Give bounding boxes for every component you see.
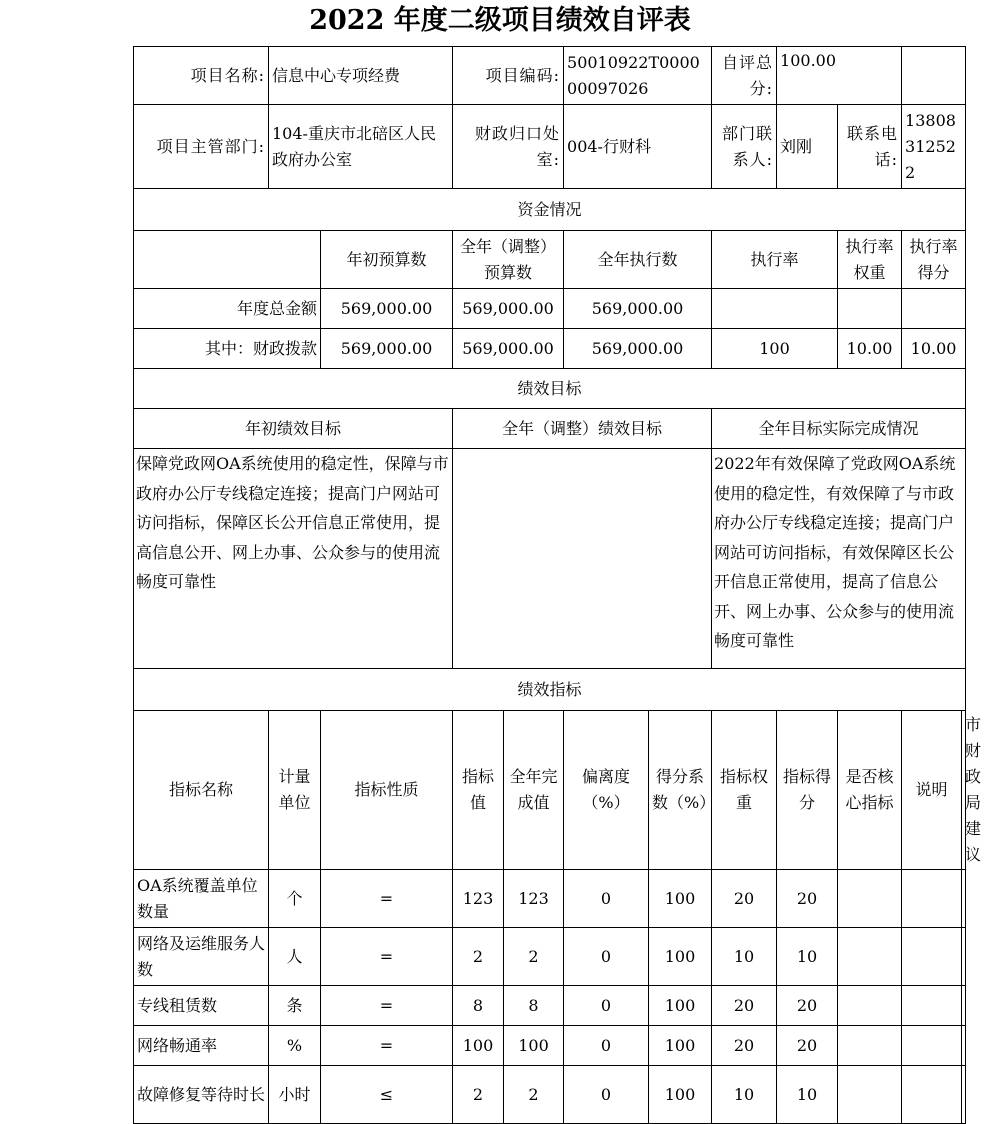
ind-coef: 100 <box>649 928 712 986</box>
project-name-label: 项目名称: <box>134 47 269 105</box>
funds-cell: 10.00 <box>838 329 902 369</box>
ind-name: 网络及运维服务人数 <box>134 928 269 986</box>
ind-nature: ≤ <box>321 1066 453 1124</box>
ind-note <box>902 1066 962 1124</box>
ind-unit: % <box>269 1026 321 1066</box>
ind-coef: 100 <box>649 1066 712 1124</box>
ind-coef: 100 <box>649 1026 712 1066</box>
ind-score: 10 <box>777 928 838 986</box>
finance-label: 财政归口处室: <box>453 105 564 189</box>
ind-core <box>838 1066 902 1124</box>
page-title: 2022 年度二级项目绩效自评表 <box>309 5 691 36</box>
funds-cell: 100 <box>712 329 838 369</box>
funds-cell: 569,000.00 <box>321 329 453 369</box>
ind-core <box>838 1026 902 1066</box>
ind-done: 2 <box>504 928 564 986</box>
funds-header-score: 执行率得分 <box>902 231 966 289</box>
funds-cell: 569,000.00 <box>321 289 453 329</box>
ind-dev: 0 <box>564 1066 649 1124</box>
ind-coef: 100 <box>649 870 712 928</box>
ind-note <box>902 986 962 1026</box>
ind-done: 8 <box>504 986 564 1026</box>
goals-section-title: 绩效目标 <box>134 369 966 409</box>
ind-dev: 0 <box>564 986 649 1026</box>
ind-unit: 条 <box>269 986 321 1026</box>
phone-label: 联系电话: <box>838 105 902 189</box>
ind-header: 指标得分 <box>777 711 838 870</box>
ind-target: 2 <box>453 1066 504 1124</box>
ind-header: 市财政局建议 <box>962 711 966 870</box>
funds-cell: 569,000.00 <box>564 329 712 369</box>
evaluation-table <box>133 46 982 1124</box>
funds-header-rate: 执行率 <box>712 231 838 289</box>
table-row <box>134 1026 966 1066</box>
ind-advice <box>962 1066 966 1124</box>
funds-cell <box>902 289 966 329</box>
dept-label: 项目主管部门: <box>134 105 269 189</box>
funds-cell: 10.00 <box>902 329 966 369</box>
project-code-value: 50010922T000000097026 <box>564 47 712 105</box>
ind-header: 得分系数（%） <box>649 711 712 870</box>
ind-advice <box>962 928 966 986</box>
ind-dev: 0 <box>564 928 649 986</box>
score-value: 100.00 <box>777 47 902 105</box>
ind-weight: 20 <box>712 986 777 1026</box>
ind-weight: 20 <box>712 870 777 928</box>
phone-value: 13808312522 <box>902 105 966 189</box>
ind-score: 20 <box>777 870 838 928</box>
ind-advice <box>962 870 966 928</box>
ind-done: 2 <box>504 1066 564 1124</box>
ind-name: OA系统覆盖单位数量 <box>134 870 269 928</box>
finance-value: 004-行财科 <box>564 105 712 189</box>
ind-header: 指标性质 <box>321 711 453 870</box>
ind-note <box>902 1026 962 1066</box>
ind-core <box>838 928 902 986</box>
ind-header: 是否核心指标 <box>838 711 902 870</box>
funds-cell: 569,000.00 <box>453 289 564 329</box>
ind-name: 网络畅通率 <box>134 1026 269 1066</box>
goals-adjusted-text <box>453 449 712 669</box>
funds-section-title: 资金情况 <box>134 189 966 231</box>
ind-dev: 0 <box>564 1026 649 1066</box>
ind-score: 20 <box>777 1026 838 1066</box>
project-code-label: 项目编码: <box>453 47 564 105</box>
ind-unit: 人 <box>269 928 321 986</box>
ind-done: 123 <box>504 870 564 928</box>
funds-header-weight: 执行率权重 <box>838 231 902 289</box>
ind-header: 偏离度（%） <box>564 711 649 870</box>
project-name-value: 信息中心专项经费 <box>269 47 453 105</box>
ind-header: 指标名称 <box>134 711 269 870</box>
ind-weight: 20 <box>712 1026 777 1066</box>
contact-label: 部门联系人: <box>712 105 777 189</box>
funds-cell: 569,000.00 <box>453 329 564 369</box>
ind-nature: = <box>321 1026 453 1066</box>
ind-header: 计量单位 <box>269 711 321 870</box>
info-blank-cell <box>902 47 966 105</box>
ind-coef: 100 <box>649 986 712 1026</box>
ind-nature: = <box>321 870 453 928</box>
ind-note <box>902 870 962 928</box>
ind-advice <box>962 986 966 1026</box>
funds-header-initial: 年初预算数 <box>321 231 453 289</box>
dept-value: 104-重庆市北碚区人民政府办公室 <box>269 105 453 189</box>
funds-row-label: 其中：财政拨款 <box>134 329 321 369</box>
score-label: 自评总分: <box>712 47 777 105</box>
ind-core <box>838 986 902 1026</box>
funds-header-adjusted: 全年（调整）预算数 <box>453 231 564 289</box>
funds-header-blank <box>134 231 321 289</box>
ind-done: 100 <box>504 1026 564 1066</box>
ind-target: 8 <box>453 986 504 1026</box>
ind-name: 专线租赁数 <box>134 986 269 1026</box>
funds-cell <box>712 289 838 329</box>
indicators-section-title: 绩效指标 <box>134 669 966 711</box>
ind-note <box>902 928 962 986</box>
ind-target: 2 <box>453 928 504 986</box>
ind-weight: 10 <box>712 1066 777 1124</box>
funds-cell <box>838 289 902 329</box>
ind-unit: 个 <box>269 870 321 928</box>
ind-target: 123 <box>453 870 504 928</box>
ind-dev: 0 <box>564 870 649 928</box>
ind-score: 10 <box>777 1066 838 1124</box>
goals-initial-text: 保障党政网OA系统使用的稳定性，保障与市政府办公厅专线稳定连接；提高门户网站可访问指标，保障区长公开信息正常使用，提高信息公开、网上办事、公众参与的使用流畅度可靠性 <box>134 449 453 669</box>
ind-target: 100 <box>453 1026 504 1066</box>
table-row <box>134 986 966 1026</box>
table-row <box>134 928 966 986</box>
contact-value: 刘刚 <box>777 105 838 189</box>
ind-unit: 小时 <box>269 1066 321 1124</box>
ind-header: 指标值 <box>453 711 504 870</box>
goals-header-actual: 全年目标实际完成情况 <box>712 409 966 449</box>
ind-header: 全年完成值 <box>504 711 564 870</box>
funds-cell: 569,000.00 <box>564 289 712 329</box>
goals-header-adjusted: 全年（调整）绩效目标 <box>453 409 712 449</box>
funds-row-label: 年度总金额 <box>134 289 321 329</box>
ind-core <box>838 870 902 928</box>
goals-actual-text: 2022年有效保障了党政网OA系统使用的稳定性，有效保障了与市政府办公厅专线稳定连接；提高门户网站可访问指标，有效保障区长公开信息正常使用，提高了信息公开、网上办事、公众参与的使用流畅度可靠性 <box>712 449 966 669</box>
ind-score: 20 <box>777 986 838 1026</box>
ind-nature: = <box>321 928 453 986</box>
table-row <box>134 1066 966 1124</box>
ind-header: 说明 <box>902 711 962 870</box>
goals-header-initial: 年初绩效目标 <box>134 409 453 449</box>
ind-nature: = <box>321 986 453 1026</box>
ind-weight: 10 <box>712 928 777 986</box>
ind-header: 指标权重 <box>712 711 777 870</box>
funds-header-executed: 全年执行数 <box>564 231 712 289</box>
ind-advice <box>962 1026 966 1066</box>
table-row <box>134 870 966 928</box>
ind-name: 故障修复等待时长 <box>134 1066 269 1124</box>
